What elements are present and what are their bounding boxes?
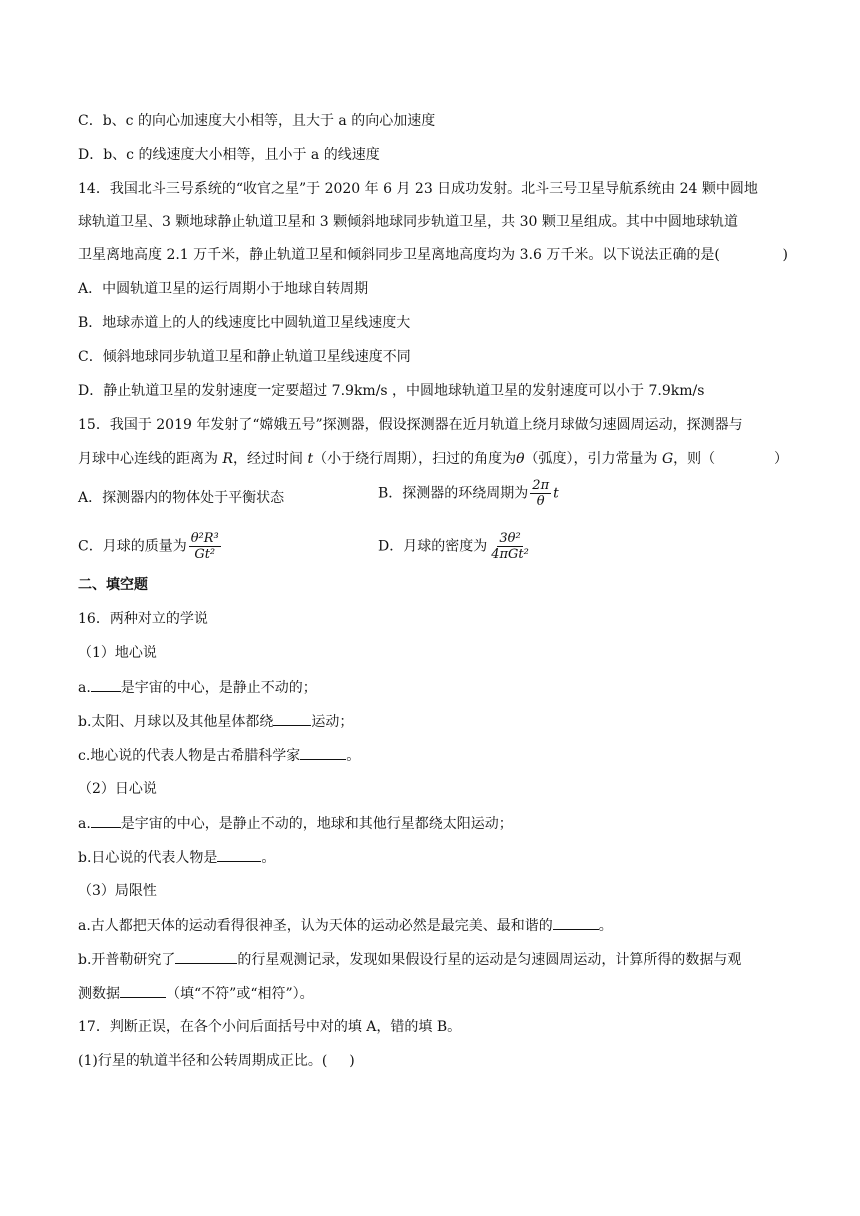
fraction-denominator: Gt² [194,547,216,562]
q14-stem-line3 [78,245,788,265]
fill-blank[interactable] [217,847,261,862]
fraction-numerator: 3θ² [499,531,521,546]
text: 。 [598,918,613,934]
text: c.地心说的代表人物是古希腊科学家 [78,748,301,764]
q14-option-a: A．中圆轨道卫星的运行周期小于地球自转周期 [78,281,369,297]
q14-option-d: D．静止轨道卫星的发射速度一定要超过 7.9km/s ，中圆地球轨道卫星的发射速度可以小于 7.9km/s [78,383,705,399]
text: a. [78,680,91,696]
q16-sub1-b [78,711,353,732]
text: ) [349,1053,355,1069]
q15-option-d [378,531,533,562]
fraction-numerator: θ²R³ [190,531,219,546]
q14-option-b: B．地球赤道上的人的线速度比中圆轨道卫星线速度大 [78,315,411,331]
fill-blank[interactable] [120,983,166,998]
q13-option-d: D．b、c 的线速度大小相等，且小于 a 的线速度 [78,147,380,163]
q16-sub2-b [78,847,275,868]
q14-answer-paren-close: ) [782,247,788,263]
q16-sub1-heading: （1）地心说 [78,645,157,661]
symbol-t: t [307,451,314,467]
text: 。 [346,748,361,764]
text: a.古人都把天体的运动看得很神圣，认为天体的运动必然是最完美、最和谐的 [78,918,553,934]
fill-blank[interactable] [91,813,121,828]
q15-option-b [378,478,559,509]
q15-text-b: ，经过时间 [233,451,308,467]
q15-option-b-fraction [530,478,551,509]
text: (1)行星的轨道半径和公转周期成正比。( [78,1053,328,1069]
q16-title: 16．两种对立的学说 [78,611,208,627]
text: 的行星观测记录，发现如果假设行星的运动是匀速圆周运动，计算所得的数据与观 [237,952,742,968]
q14-stem-line1 [78,179,788,199]
q15-option-c-fraction [189,531,221,562]
q15-option-b-suffix: t [553,485,559,502]
fill-blank[interactable] [300,745,346,760]
q16-sub1-c [78,745,360,766]
q16-sub1-a [78,677,317,698]
q15-answer-paren-close: ） [774,451,788,467]
text: 运动； [311,714,354,730]
q16-sub3-heading: （3）局限性 [78,883,157,899]
q16-sub3-a [78,915,613,936]
q16-sub3-b-line1 [78,949,788,970]
symbol-r: R [222,451,233,467]
q17-title: 17．判断正误，在各个小问后面括号中对的填 A，错的填 B。 [78,1019,462,1035]
q15-stem-line1 [78,415,788,435]
q15-stem-line2-text [78,449,715,469]
q14-option-c: C．倾斜地球同步轨道卫星和静止轨道卫星线速度不同 [78,349,411,365]
symbol-theta: θ [516,451,525,467]
fill-blank[interactable] [273,711,311,726]
text: b.日心说的代表人物是 [78,850,218,866]
q15-option-c-prefix: C．月球的质量为 [78,538,187,555]
q15-text-e: ，则（ [673,451,716,467]
text: a. [78,816,91,832]
text: 。 [261,850,276,866]
q14-stem-line3-text: 卫星离地高度 2.1 万千米，静止轨道卫星和倾斜同步卫星离地高度均为 3.6 万千米。以下说法正确的是( [78,247,720,263]
q16-sub3-b-line1-text [78,949,741,970]
q16-sub3-b-line2 [78,983,314,1004]
fraction-denominator: θ [536,494,545,509]
fill-blank[interactable] [175,949,237,964]
fill-blank[interactable] [91,677,121,692]
fraction-denominator: 4πGt² [491,547,529,562]
symbol-g: G [661,451,674,467]
text: （填“不符”或“相符”）。 [166,986,314,1002]
text: b.太阳、月球以及其他星体都绕 [78,714,274,730]
q15-text-a: 月球中心连线的距离为 [78,451,223,467]
q15-option-d-fraction [489,531,531,562]
q15-option-c [78,531,223,562]
q13-option-c: C．b、c 的向心加速度大小相等，且大于 a 的向心加速度 [78,113,436,129]
q14-stem-line2 [78,212,788,232]
q14-stem-line2-text: 球轨道卫星、3 颗地球静止轨道卫星和 3 颗倾斜地球同步轨道卫星，共 30 颗卫星组成。其中中圆地球轨道 [78,214,738,230]
q15-option-a: A．探测器内的物体处于平衡状态 [78,490,285,506]
section-title-fill-in: 二、填空题 [78,577,148,593]
q14-stem-line1-text: 14．我国北斗三号系统的“收官之星”于 2020 年 6 月 23 日成功发射。北斗三号卫星导航系统由 24 颗中圆地 [78,181,758,197]
text: b.开普勒研究了 [78,952,176,968]
q15-stem-line2 [78,449,788,469]
text: 是宇宙的中心，是静止不动的； [120,680,317,696]
q15-option-b-prefix: B．探测器的环绕周期为 [378,485,529,502]
q15-text-d: （弧度），引力常量为 [524,451,662,467]
fraction-numerator: 2π [532,478,550,493]
q16-sub2-heading: （2）日心说 [78,781,157,797]
q15-stem-line1-text: 15．我国于 2019 年发射了“嫦娥五号”探测器，假设探测器在近月轨道上绕月球做匀速圆周运动，探测器与 [78,417,743,433]
q15-text-c: （小于绕行周期），扫过的角度为 [313,451,517,467]
text: 是宇宙的中心，是静止不动的，地球和其他行星都绕太阳运动； [120,816,513,832]
q16-sub2-a [78,813,513,834]
q17-item1 [78,1051,355,1071]
text: 测数据 [78,986,120,1002]
fill-blank[interactable] [553,915,599,930]
q15-option-d-prefix: D．月球的密度为 [378,538,488,555]
